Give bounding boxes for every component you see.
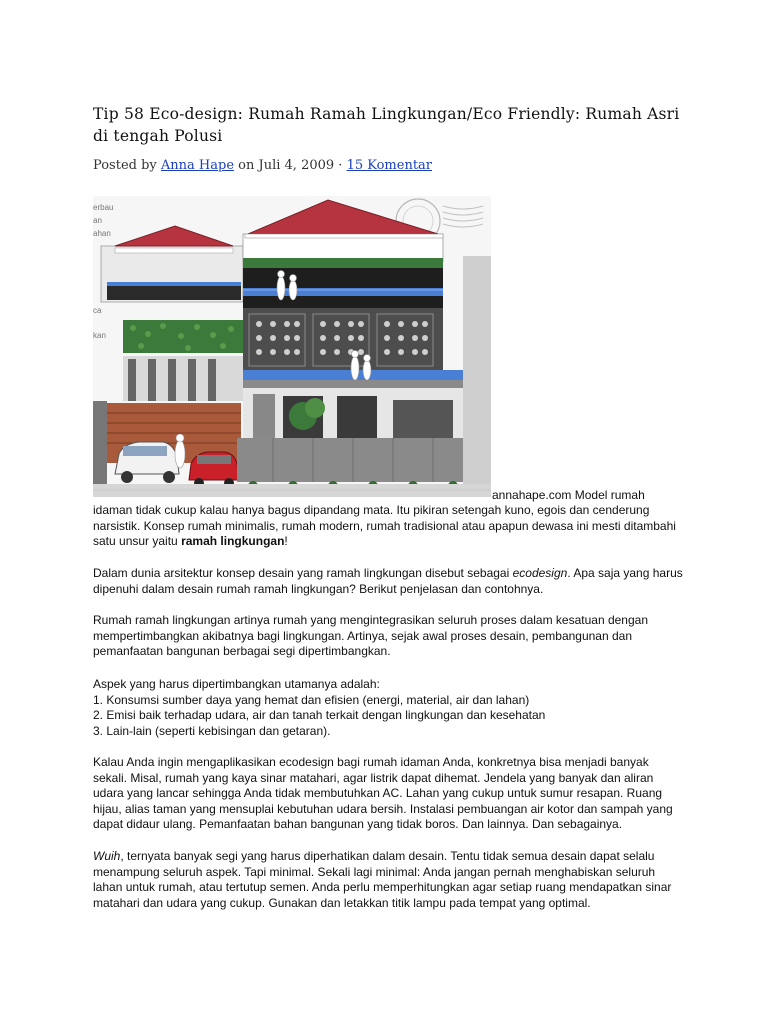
paragraph-5 [93, 755, 683, 833]
side-text-2: an [93, 216, 102, 225]
post-meta [93, 158, 432, 173]
author-link[interactable]: Anna Hape [160, 158, 235, 173]
posted-by-label: Posted by [93, 158, 157, 173]
comments-link[interactable]: 15 Komentar [346, 158, 433, 173]
p1-end: ! [284, 534, 288, 548]
p4-intro: Aspek yang harus dipertimbangkan utamanya adalah: [93, 677, 380, 691]
article-title: Tip 58 Eco-design: Rumah Ramah Lingkungan/Eco Friendly: Rumah Asri di tengah Polusi [93, 105, 680, 145]
p6-text: , ternyata banyak segi yang harus diperhatikan dalam desain. Tentu tidak semua desain dapat selalu menampung seluruh aspek. Tapi minimal. Sekali lagi minimal: Anda jangan pernah menghabiskan seluruh lahan untuk rumah, atau tertutup semen. Anda perlu memperhitungkan agar setiap ruang mendapatkan sinar matahari dan udara yang cukup. Gunakan dan letakkan titik lampu pada tempat yang optimal. [93, 849, 672, 910]
list-item: 1. Konsumsi sumber daya yang hemat dan efisien (energi, material, air dan lahan) [93, 692, 530, 707]
paragraph-1 [93, 503, 683, 550]
p6-em: Wuih [93, 849, 121, 863]
p1-bold: ramah lingkungan [181, 534, 285, 548]
source-caption: annahape.com Model rumah [492, 488, 645, 502]
side-text-5: kan [93, 331, 106, 340]
p5-text: Kalau Anda ingin mengaplikasikan ecodesign bagi rumah idaman Anda, konkretnya bisa menjadi banyak sekali. Misal, rumah yang kaya sinar matahari, agar listrik dapat dihemat. Jendela yang banyak dan aliran udara yang lancar sehingga Anda tidak membutuhkan AC. Lahan yang cukup untuk sumur resapan. Ruang hijau, alias taman yang mensuplai kebutuhan udara bersih. Instalasi pembuangan air kotor dan sampah yang dapat didaur ulang. Pemanfaatan bahan bangunan yang tidak boros. Dan lainnya. Dan sebagainya. [93, 755, 673, 831]
paragraph-3 [93, 613, 683, 660]
p1-text: idaman tidak cukup kalau hanya bagus dipandang mata. Itu pikiran setengah kuno, egois dan cenderung narsistik. Konsep rumah minimalis, rumah modern, rumah tradisional atau apapun dewasa ini mesti ditambahi satu unsur yaitu [93, 503, 676, 548]
paragraph-6 [93, 849, 683, 911]
house-illustration [93, 196, 491, 497]
p2-em: ecodesign [512, 566, 568, 580]
side-text-3: ahan [93, 229, 111, 238]
side-text-1: erbau [93, 203, 114, 212]
post-date: on Juli 4, 2009 · [238, 158, 343, 173]
side-text-4: ca [93, 306, 102, 315]
paragraph-2 [93, 566, 683, 597]
p3-text: Rumah ramah lingkungan artinya rumah yang mengintegrasikan seluruh proses dalam kesatuan dengan mempertimbangkan akibatnya bagi lingkungan. Artinya, sejak awal proses desain, pembangunan dan pemanfaatan bangunan berbagai segi dipertimbangkan. [93, 613, 648, 658]
paragraph-4 [93, 677, 683, 739]
p2-start: Dalam dunia arsitektur konsep desain yang ramah lingkungan disebut sebagai [93, 566, 513, 580]
house-drawing [93, 196, 491, 497]
list-item: 2. Emisi baik terhadap udara, air dan tanah terkait dengan lingkungan dan kesehatan [93, 708, 546, 722]
list-item: 3. Lain-lain (seperti kebisingan dan getaran). [93, 723, 331, 738]
p2-end: . Apa saja yang harus dipenuhi dalam desain rumah ramah lingkungan? Berikut penjelasan dan contohnya. [93, 566, 683, 596]
